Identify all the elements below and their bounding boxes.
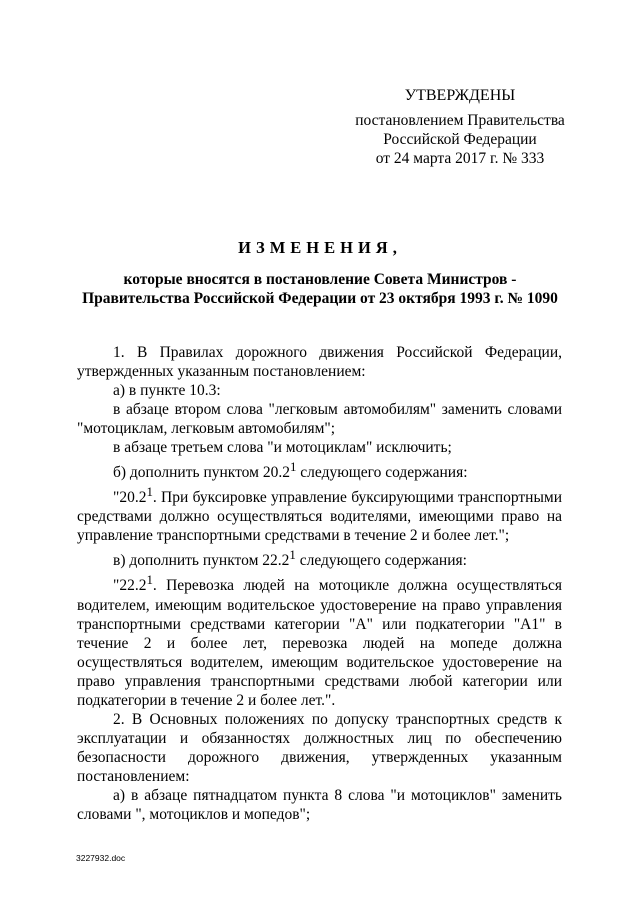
paragraph: [77, 457, 562, 482]
paragraph: [77, 482, 562, 545]
paragraph: 2. В Основных положениях по допуску транспортных средств к эксплуатации и обязанностях должностных лиц по обеспечению безопасности дорожного движения, утвержденных указанным постановлением:: [77, 710, 562, 785]
document-body: [77, 343, 562, 824]
paragraph: а) в пункте 10.3:: [113, 382, 221, 399]
approval-block: [340, 86, 580, 168]
text-run: "20.2: [113, 489, 147, 507]
paragraph: [77, 570, 562, 709]
paragraph: в абзаце третьем слова "и мотоциклам" исключить;: [113, 439, 452, 456]
text-run: следующего содержания:: [296, 464, 468, 482]
text-run: . При буксировке управление буксирующими транспортными средствами должно осуществляться водителями, имеющими право на управление транспортными средствами в течение 2 и более лет.";: [77, 489, 562, 545]
approval-stamp: УТВЕРЖДЕНЫ: [404, 87, 516, 104]
superscript: 1: [289, 459, 297, 474]
superscript: 1: [146, 484, 153, 500]
document-title: ИЗМЕНЕНИЯ,: [238, 238, 402, 257]
file-reference: 3227932.doc: [76, 853, 126, 863]
text-run: б) дополнить пунктом 20.2: [113, 464, 290, 482]
text-run: следующего содержания:: [295, 552, 467, 570]
paragraph: а) в абзаце пятнадцатом пункта 8 слова "и мотоциклов" заменить словами ", мотоциклов и мопедов";: [77, 786, 562, 823]
heading-subtitle-line: Правительства Российской Федерации от 23 октября 1993 г. № 1090: [82, 290, 558, 307]
document-heading: [0, 238, 640, 308]
paragraph: [77, 545, 562, 570]
text-run: в) дополнить пунктом 22.2: [113, 552, 290, 570]
paragraph: в абзаце втором слова "легковым автомобилям" заменить словами "мотоциклам, легковым автомобилям";: [77, 401, 562, 437]
superscript: 1: [289, 547, 296, 563]
paragraph: 1. В Правилах дорожного движения Российской Федерации, утвержденных указанным постановлением:: [77, 344, 562, 380]
superscript: 1: [146, 572, 153, 588]
text-run: . Перевозка людей на мотоцикле должна осуществляться водителем, имеющим водительское удостоверение на право управления транспортными средствами категории "А" или подкатегории "А1" в течение 2 и более лет, перевозка людей на мопеде должна осуществляться водителем, имеющим водительское удостоверение на право управления транспортными средствами любой категории или подкатегории в течение 2 и более лет.".: [77, 577, 562, 709]
approval-line: Российской Федерации: [383, 131, 537, 148]
approval-line: постановлением Правительства: [355, 112, 565, 129]
text-run: "22.2: [113, 577, 147, 595]
approval-date-number: от 24 марта 2017 г. № 333: [375, 150, 545, 167]
heading-subtitle-line: которые вносятся в постановление Совета Министров -: [123, 271, 517, 288]
